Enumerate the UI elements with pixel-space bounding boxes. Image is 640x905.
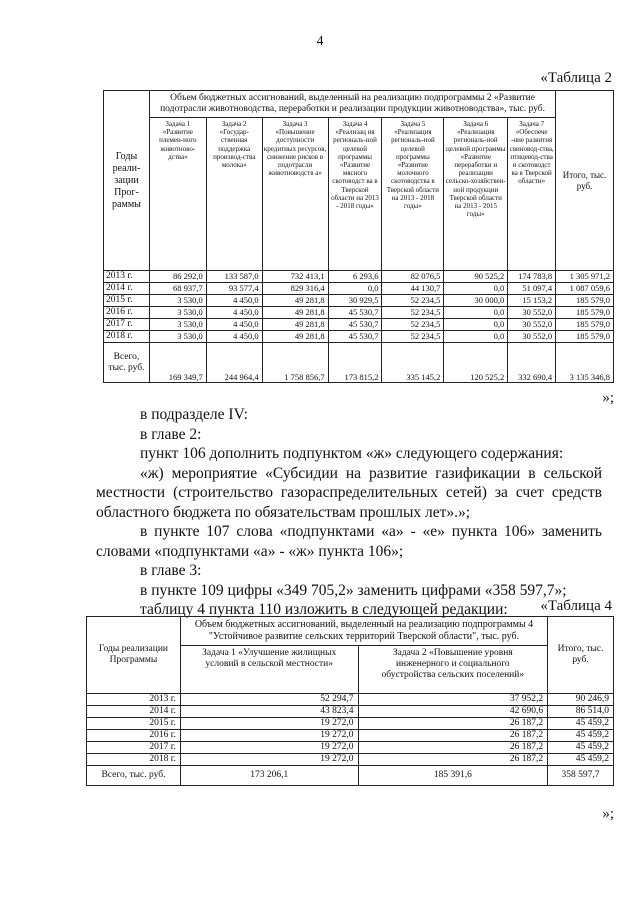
table-row xyxy=(87,718,614,730)
value-cell: 19 272,0 xyxy=(180,730,358,742)
value-cell: 52 234,5 xyxy=(382,295,444,307)
value-cell: 26 187,2 xyxy=(358,754,548,766)
value-cell: 49 281,8 xyxy=(262,307,328,319)
value-cell: 93 577,4 xyxy=(206,283,262,295)
year-cell: 2016 г. xyxy=(87,730,181,742)
table-row xyxy=(87,694,614,706)
total-value-cell: 185 391,6 xyxy=(358,766,548,786)
task-header: Задача 2 «Государ-ственная поддержка производ-ства молока» xyxy=(206,118,262,271)
body-text xyxy=(96,405,602,620)
value-cell: 45 530,7 xyxy=(328,319,382,331)
year-cell: 2013 г. xyxy=(104,271,150,283)
value-cell: 43 823,4 xyxy=(180,706,358,718)
task-header: Задача 1 «Развитие племен-ного животново-дства» xyxy=(149,118,206,271)
value-cell: 0,0 xyxy=(444,331,508,343)
total-value-cell: 332 690,4 xyxy=(508,343,556,383)
year-cell: 2017 г. xyxy=(87,742,181,754)
value-cell: 0,0 xyxy=(444,319,508,331)
total-row xyxy=(87,766,614,786)
total-row xyxy=(104,343,614,383)
value-cell: 30 552,0 xyxy=(508,307,556,319)
value-cell: 732 413,1 xyxy=(262,271,328,283)
paragraph: «ж) мероприятие «Субсидии на развитие газификации в сельской местности (строительство газораспределительных сетей) за счет средств областного бюджета по обязательствам прошлых лет».»; xyxy=(96,464,602,521)
value-cell: 26 187,2 xyxy=(358,730,548,742)
table-row xyxy=(104,331,614,343)
value-cell: 45 530,7 xyxy=(328,331,382,343)
table-row xyxy=(87,742,614,754)
grand-total-cell: 358 597,7 xyxy=(548,766,614,786)
task-header: Задача 6 «Реализация региональ-ной целевой программы «Развитие переработки и реализации сельско-хозяйствен-ной продукции Тверской области на 2013 - 2015 годы» xyxy=(444,118,508,271)
value-cell: 30 000,0 xyxy=(444,295,508,307)
total-value-cell: 244 964,4 xyxy=(206,343,262,383)
value-cell: 68 937,7 xyxy=(149,283,206,295)
paragraph: в пункте 107 слова «подпунктами «а» - «е» пункта 106» заменить словами «подпунктами «а» - «ж» пункта 106»; xyxy=(96,523,602,560)
value-cell: 52 234,5 xyxy=(382,331,444,343)
value-cell: 49 281,8 xyxy=(262,295,328,307)
total-row-label: Всего, тыс. руб. xyxy=(104,343,150,383)
task1-header: Задача 1 «Улучшение жилищных условий в сельской местности» xyxy=(180,646,358,694)
table4-caption: «Таблица 4 xyxy=(540,598,612,614)
value-cell: 51 097,4 xyxy=(508,283,556,295)
total-cell: 185 579,0 xyxy=(556,319,614,331)
task-header: Задача 5 «Реализация региональ-ной целевой программы «Развитие молочного скотоводства в Тверской области на 2013 - 2018 годы» xyxy=(382,118,444,271)
year-cell: 2014 г. xyxy=(87,706,181,718)
value-cell: 52 234,5 xyxy=(382,319,444,331)
value-cell: 3 530,0 xyxy=(149,307,206,319)
value-cell: 0,0 xyxy=(444,283,508,295)
value-cell: 90 525,2 xyxy=(444,271,508,283)
value-cell: 0,0 xyxy=(444,307,508,319)
value-cell: 4 450,0 xyxy=(206,295,262,307)
value-cell: 4 450,0 xyxy=(206,319,262,331)
table-row xyxy=(87,754,614,766)
total-value-cell: 120 525,2 xyxy=(444,343,508,383)
table-2 xyxy=(103,90,614,383)
value-cell: 3 530,0 xyxy=(149,295,206,307)
value-cell: 49 281,8 xyxy=(262,331,328,343)
value-cell: 26 187,2 xyxy=(358,718,548,730)
table-row xyxy=(104,283,614,295)
table4-header: Объем бюджетных ассигнований, выделенный на реализацию подпрограммы 4 "Устойчивое развитие сельских территорий Тверской области", тыс. руб. xyxy=(180,617,547,646)
task-header: Задача 7 «Обеспече -ние развития свиновод-ства, птицевод-ства и скотоводст ва в Тверской области» xyxy=(508,118,556,271)
total-cell: 86 514,0 xyxy=(548,706,614,718)
paragraph: в главе 2: xyxy=(140,425,202,443)
value-cell: 133 587,0 xyxy=(206,271,262,283)
table-row xyxy=(104,295,614,307)
value-cell: 829 316,4 xyxy=(262,283,328,295)
value-cell: 26 187,2 xyxy=(358,742,548,754)
value-cell: 4 450,0 xyxy=(206,331,262,343)
year-cell: 2013 г. xyxy=(87,694,181,706)
value-cell: 42 690,6 xyxy=(358,706,548,718)
total-cell: 45 459,2 xyxy=(548,730,614,742)
value-cell: 0,0 xyxy=(328,283,382,295)
value-cell: 45 530,7 xyxy=(328,307,382,319)
table-row xyxy=(87,730,614,742)
total-cell: 45 459,2 xyxy=(548,742,614,754)
value-cell: 30 552,0 xyxy=(508,331,556,343)
value-cell: 4 450,0 xyxy=(206,307,262,319)
paragraph: таблицу 4 пункта 110 изложить в следующей редакции: xyxy=(140,601,508,618)
total-value-cell: 173 206,1 xyxy=(180,766,358,786)
page-number: 4 xyxy=(316,34,324,49)
task-header: Задача 4 «Реализац ия региональ-ной целевой программы «Развитие мясного скотоводст ва в Тверской области на 2013 - 2018 годы» xyxy=(328,118,382,271)
total-value-cell: 335 145,2 xyxy=(382,343,444,383)
total-value-cell: 173 815,2 xyxy=(328,343,382,383)
value-cell: 174 783,8 xyxy=(508,271,556,283)
table4-closing: »; xyxy=(602,806,614,822)
value-cell: 49 281,8 xyxy=(262,319,328,331)
value-cell: 19 272,0 xyxy=(180,742,358,754)
value-cell: 52 294,7 xyxy=(180,694,358,706)
table-row xyxy=(87,706,614,718)
paragraph: в главе 3: xyxy=(140,562,202,579)
years-header: Годы реали-зации Прог-раммы xyxy=(104,91,150,271)
table-row xyxy=(104,319,614,331)
table-row xyxy=(104,307,614,319)
total-cell: 45 459,2 xyxy=(548,754,614,766)
table2-caption: «Таблица 2 xyxy=(540,70,612,86)
year-cell: 2018 г. xyxy=(87,754,181,766)
total-cell: 185 579,0 xyxy=(556,307,614,319)
year-cell: 2015 г. xyxy=(87,718,181,730)
value-cell: 82 076,5 xyxy=(382,271,444,283)
table2-header: Объем бюджетных ассигнований, выделенный на реализацию подпрограммы 2 «Развитие подотрасли животноводства, переработки и реализации продукции животноводства», тыс. руб. xyxy=(149,91,555,118)
paragraph: в подразделе IV: xyxy=(140,406,248,423)
total-value-cell: 169 349,7 xyxy=(149,343,206,383)
total-cell: 1 087 059,6 xyxy=(556,283,614,295)
years-header: Годы реализации Программы xyxy=(87,617,181,694)
paragraph: в пункте 109 цифры «349 705,2» заменить цифрами «358 597,7»; xyxy=(140,581,567,599)
total-header: Итого, тыс. руб. xyxy=(548,617,614,694)
value-cell: 6 293,6 xyxy=(328,271,382,283)
year-cell: 2015 г. xyxy=(104,295,150,307)
year-cell: 2017 г. xyxy=(104,319,150,331)
value-cell: 30 552,0 xyxy=(508,319,556,331)
table-4 xyxy=(86,616,614,786)
table-row xyxy=(104,271,614,283)
value-cell: 15 153,2 xyxy=(508,295,556,307)
task2-header: Задача 2 «Повышение уровня инженерного и социального обустройства сельских поселений» xyxy=(358,646,548,694)
table2-closing: »; xyxy=(602,390,614,406)
year-cell: 2016 г. xyxy=(104,307,150,319)
total-cell: 185 579,0 xyxy=(556,295,614,307)
grand-total-cell: 3 135 346,8 xyxy=(556,343,614,383)
total-row-label: Всего, тыс. руб. xyxy=(87,766,181,786)
value-cell: 19 272,0 xyxy=(180,718,358,730)
total-header: Итого, тыс. руб. xyxy=(556,91,614,271)
value-cell: 86 292,0 xyxy=(149,271,206,283)
year-cell: 2018 г. xyxy=(104,331,150,343)
value-cell: 19 272,0 xyxy=(180,754,358,766)
total-cell: 185 579,0 xyxy=(556,331,614,343)
total-value-cell: 1 758 856,7 xyxy=(262,343,328,383)
value-cell: 3 530,0 xyxy=(149,331,206,343)
task-header: Задача 3 «Повышение доступности кредитных ресурсов, снижение рисков в подотрасли животноводств а» xyxy=(262,118,328,271)
value-cell: 52 234,5 xyxy=(382,307,444,319)
paragraph: пункт 106 дополнить подпунктом «ж» следующего содержания: xyxy=(140,445,564,462)
total-cell: 1 305 971,2 xyxy=(556,271,614,283)
value-cell: 3 530,0 xyxy=(149,319,206,331)
year-cell: 2014 г. xyxy=(104,283,150,295)
value-cell: 30 929,5 xyxy=(328,295,382,307)
value-cell: 44 130,7 xyxy=(382,283,444,295)
value-cell: 37 952,2 xyxy=(358,694,548,706)
total-cell: 45 459,2 xyxy=(548,718,614,730)
total-cell: 90 246,9 xyxy=(548,694,614,706)
